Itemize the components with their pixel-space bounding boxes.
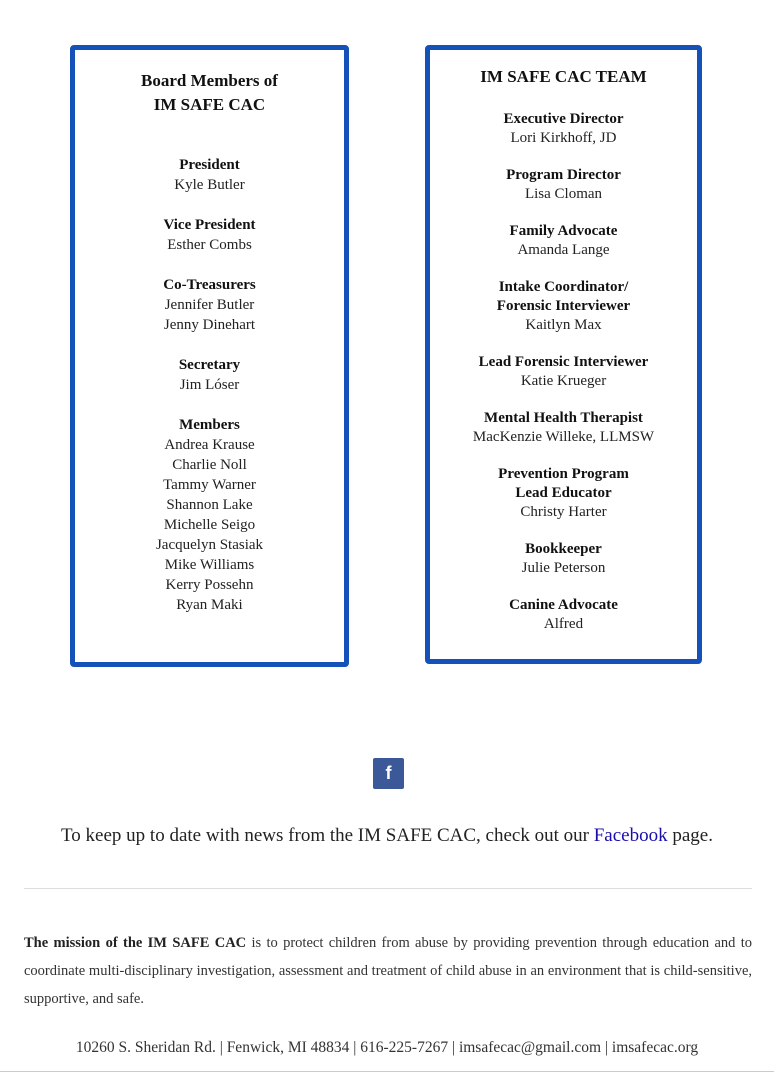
team-role-title: Intake Coordinator/ (498, 279, 629, 295)
board-role-block (75, 355, 344, 395)
board-role-title: Secretary (178, 357, 241, 373)
mission-text: is to protect children from abuse by providing prevention through education and to coordinate multi-disciplinary investigation, assessment and treatment of child abuse in an environment that is child-sensitive, supportive, and safe. (24, 935, 752, 1007)
team-role-title: Bookkeeper (525, 541, 602, 557)
board-role-title: President (179, 157, 240, 173)
footer-separator: | (601, 1039, 612, 1056)
footer-phone[interactable]: 616-225-7267 (360, 1039, 449, 1056)
team-member-name: Katie Krueger (520, 373, 607, 389)
team-role-block (430, 110, 697, 148)
footer-city: Fenwick, MI 48834 (226, 1039, 350, 1056)
board-member-name: Shannon Lake (166, 497, 253, 513)
board-member-name: Kyle Butler (174, 177, 245, 193)
board-role-title: Members (179, 417, 240, 433)
mission-statement (24, 929, 752, 1013)
team-role-title: Executive Director (503, 111, 624, 127)
team-role-title: Mental Health Therapist (484, 410, 643, 426)
footer-separator: | (448, 1039, 459, 1056)
board-member-name: Ryan Maki (176, 597, 243, 613)
news-text-before: To keep up to date with news from the IM SAFE CAC, check out our (61, 825, 594, 846)
team-role-title: Program Director (506, 167, 621, 183)
board-title (75, 69, 344, 117)
board-member-name: Andrea Krause (164, 437, 255, 453)
footer-website[interactable]: imsafecac.org (611, 1039, 699, 1056)
bottom-rule (0, 1071, 774, 1072)
footer-address: 10260 S. Sheridan Rd. (75, 1039, 216, 1056)
team-box (425, 45, 702, 664)
board-role-block (75, 275, 344, 335)
board-member-name: Kerry Possehn (165, 577, 254, 593)
team-member-name: MacKenzie Willeke, LLMSW (472, 429, 655, 445)
team-role-title: Family Advocate (509, 223, 618, 239)
team-member-name: Lori Kirkhoff, JD (510, 130, 617, 146)
board-member-name: Mike Williams (164, 557, 255, 573)
board-member-name: Jacquelyn Stasiak (155, 537, 264, 553)
board-member-name: Jennifer Butler (164, 297, 255, 313)
team-role-block (430, 353, 697, 391)
footer-separator: | (349, 1039, 361, 1056)
team-member-name: Amanda Lange (517, 242, 610, 258)
team-role-block (430, 166, 697, 204)
team-member-name: Lisa Cloman (524, 186, 603, 202)
team-role-block (430, 409, 697, 447)
board-role-list (75, 155, 344, 615)
mission-lead: The mission of the IM SAFE CAC (24, 935, 247, 951)
board-member-name: Jim Lóser (179, 377, 240, 393)
team-role-block (430, 465, 697, 522)
footer-email[interactable]: imsafecac@gmail.com (458, 1039, 602, 1056)
team-role-title: Forensic Interviewer (496, 298, 631, 314)
footer-contact (0, 1037, 774, 1059)
team-title: IM SAFE CAC TEAM (480, 67, 647, 86)
team-role-block (430, 596, 697, 634)
divider (24, 888, 752, 889)
team-member-name: Julie Peterson (521, 560, 606, 576)
team-role-block (430, 278, 697, 335)
facebook-link[interactable]: Facebook (593, 825, 668, 846)
board-title-line2: IM SAFE CAC (153, 95, 266, 114)
board-role-block (75, 215, 344, 255)
facebook-icon[interactable]: f (373, 758, 404, 789)
team-role-block (430, 222, 697, 260)
team-role-title: Lead Educator (515, 485, 612, 501)
footer-separator: | (215, 1039, 227, 1056)
team-role-block (430, 540, 697, 578)
board-role-block (75, 415, 344, 615)
team-role-title: Prevention Program (498, 466, 629, 482)
team-member-name: Alfred (543, 616, 584, 632)
team-role-list (430, 110, 697, 634)
board-member-name: Tammy Warner (163, 477, 256, 493)
board-role-title: Vice President (163, 217, 256, 233)
team-role-title: Canine Advocate (509, 597, 618, 613)
news-text-after: page. (667, 825, 713, 846)
team-member-name: Kaitlyn Max (525, 317, 602, 333)
board-member-name: Charlie Noll (172, 457, 247, 473)
board-role-title: Co-Treasurers (163, 277, 256, 293)
team-role-title: Lead Forensic Interviewer (478, 354, 649, 370)
board-role-block (75, 155, 344, 195)
board-members-box (70, 45, 349, 667)
board-member-name: Jenny Dinehart (163, 317, 256, 333)
board-member-name: Esther Combs (167, 237, 252, 253)
team-member-name: Christy Harter (520, 504, 607, 520)
news-line (0, 824, 774, 848)
board-member-name: Michelle Seigo (163, 517, 256, 533)
board-title-line1: Board Members of (141, 71, 278, 90)
